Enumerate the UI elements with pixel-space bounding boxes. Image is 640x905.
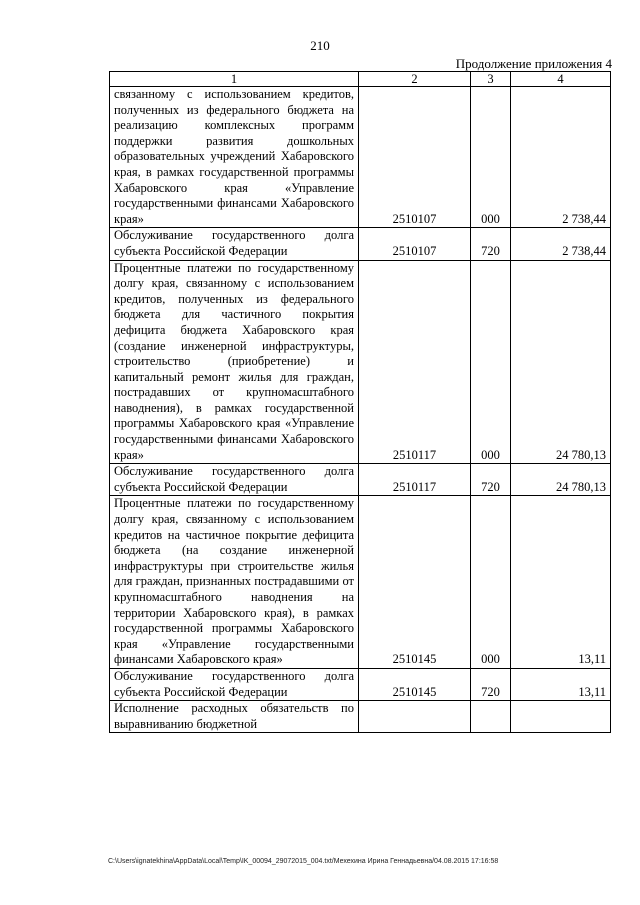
- row-expense-type: 720: [471, 464, 511, 496]
- table-row: [110, 228, 611, 260]
- row-description: связанному с использованием кредитов, полученных из федерального бюджета на реализацию комплексных программ поддержки развития дошкольных образовательных учреждений Хабаровского края, в рамках государственной программы Хабаровского края «Управление государственными финансами Хабаровского края»: [110, 87, 359, 228]
- header-col-2: 2: [359, 72, 471, 87]
- file-path-footer: C:\Users\ignatekhina\AppData\Local\Temp\IK_00094_29072015_004.txt/Мехехина Ирина Геннадьевна/04.08.2015 17:16:58: [108, 858, 499, 865]
- header-col-4: 4: [511, 72, 611, 87]
- row-amount: 2 738,44: [511, 87, 611, 228]
- row-amount: [511, 701, 611, 733]
- row-description: Обслуживание государственного долга субъекта Российской Федерации: [110, 228, 359, 260]
- table-row: [110, 87, 611, 228]
- row-expense-type: 000: [471, 496, 511, 669]
- table-row: [110, 496, 611, 669]
- page-number: 210: [310, 38, 330, 53]
- row-description: Обслуживание государственного долга субъекта Российской Федерации: [110, 668, 359, 700]
- continuation-note: Продолжение приложения 4: [455, 56, 612, 71]
- row-target-code: 2510107: [359, 87, 471, 228]
- row-expense-type: 720: [471, 228, 511, 260]
- header-col-1: 1: [110, 72, 359, 87]
- budget-table: [109, 71, 611, 733]
- row-amount: 24 780,13: [511, 260, 611, 464]
- table-row: [110, 701, 611, 733]
- row-target-code: 2510107: [359, 228, 471, 260]
- table-row: [110, 668, 611, 700]
- header-col-3: 3: [471, 72, 511, 87]
- row-expense-type: 720: [471, 668, 511, 700]
- row-description: Обслуживание государственного долга субъекта Российской Федерации: [110, 464, 359, 496]
- table-row: [110, 260, 611, 464]
- row-target-code: [359, 701, 471, 733]
- row-expense-type: 000: [471, 260, 511, 464]
- row-description: Процентные платежи по государственному долгу края, связанному с использованием кредитов, полученных из федерального бюджета для частичного покрытия дефицита бюджета Хабаровского края (создание инженерной инфраструктуры, строительство (приобретение) и капитальный ремонт жилья для граждан, пострадавших от крупномасштабного наводнения), в рамках государственной программы Хабаровского края «Управление государственными финансами Хабаровского края»: [110, 260, 359, 464]
- row-target-code: 2510117: [359, 464, 471, 496]
- row-amount: 13,11: [511, 496, 611, 669]
- row-target-code: 2510145: [359, 668, 471, 700]
- row-description: Исполнение расходных обязательств по выравниванию бюджетной: [110, 701, 359, 733]
- row-description: Процентные платежи по государственному долгу края, связанному с использованием кредитов на частичное покрытие дефицита бюджета (на создание инженерной инфраструктуры при строительстве жилья для граждан, признанных пострадавшими от крупномасштабного наводнения на территории Хабаровского края), в рамках государственной программы Хабаровского края «Управление государственными финансами Хабаровского края»: [110, 496, 359, 669]
- row-target-code: 2510145: [359, 496, 471, 669]
- row-expense-type: [471, 701, 511, 733]
- header-row: [110, 72, 611, 87]
- row-amount: 2 738,44: [511, 228, 611, 260]
- row-expense-type: 000: [471, 87, 511, 228]
- table-row: [110, 464, 611, 496]
- row-amount: 13,11: [511, 668, 611, 700]
- row-amount: 24 780,13: [511, 464, 611, 496]
- row-target-code: 2510117: [359, 260, 471, 464]
